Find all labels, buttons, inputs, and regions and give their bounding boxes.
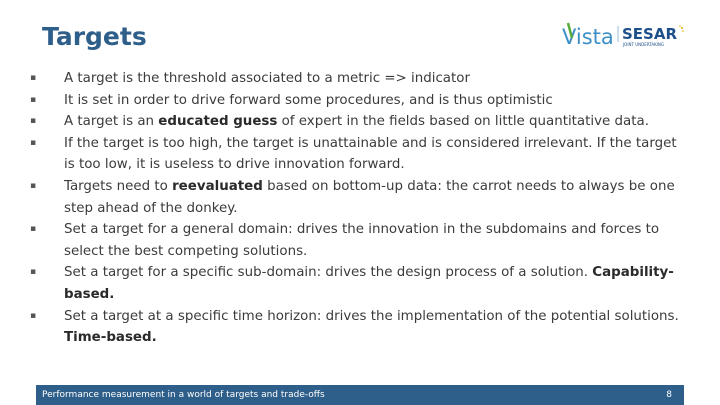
bullet-item bbox=[28, 68, 688, 90]
bullet-emphasis: Time-based. bbox=[64, 330, 157, 346]
bullet-marker-icon: ▪ bbox=[29, 224, 37, 235]
bullet-item bbox=[28, 133, 688, 176]
bullet-item bbox=[28, 176, 688, 219]
vista-sesar-logo-icon bbox=[562, 20, 686, 52]
bullet-text: It is set in order to drive forward some procedures, and is thus optimistic bbox=[64, 92, 553, 108]
bullet-emphasis: Capability-based. bbox=[64, 265, 674, 302]
bullet-item bbox=[28, 90, 688, 112]
bullet-marker-icon: ▪ bbox=[29, 137, 37, 148]
sesar-logo-text: SESAR bbox=[622, 25, 678, 43]
bullet-item bbox=[28, 306, 688, 349]
vista-logo-text: Vista bbox=[562, 25, 614, 49]
bullet-text-tail: of expert in the fields based on little quantitative data. bbox=[277, 114, 649, 130]
bullet-item bbox=[28, 111, 688, 133]
page-number: 8 bbox=[666, 390, 672, 400]
bullet-marker-icon: ▪ bbox=[29, 73, 37, 83]
bullet-item bbox=[28, 219, 688, 262]
bullet-marker-icon: ▪ bbox=[29, 180, 37, 191]
bullet-text: A target is the threshold associated to a metric => indicator bbox=[64, 71, 470, 86]
bullet-emphasis: reevaluated bbox=[172, 178, 263, 194]
bullet-marker-icon: ▪ bbox=[29, 267, 37, 278]
bullet-list bbox=[28, 68, 688, 349]
bullet-item bbox=[28, 262, 688, 305]
bullet-text: If the target is too high, the target is unattainable and is considered irrelevant. If the target is too low, it is useless to drive innovation forward. bbox=[64, 135, 677, 173]
bullet-marker-icon: ▪ bbox=[29, 310, 37, 321]
bullet-text: Set a target at a specific time horizon: drives the implementation of the potential solutions. bbox=[64, 308, 679, 324]
sesar-logo-subtext: JOINT UNDERTAKING bbox=[623, 42, 664, 47]
bullet-marker-icon: ▪ bbox=[29, 116, 37, 127]
bullet-text: A target is an bbox=[64, 114, 159, 130]
bullet-emphasis: educated guess bbox=[158, 114, 278, 130]
bullet-text: Targets need to bbox=[64, 178, 173, 194]
bullet-text-tail: based on bottom-up data: the carrot needs to always be one step ahead of the donkey. bbox=[64, 178, 675, 216]
footer-text: Performance measurement in a world of targets and trade-offs bbox=[42, 390, 325, 400]
bullet-text: Set a target for a general domain: drives the innovation in the subdomains and forces to select the best competing solutions. bbox=[64, 222, 660, 259]
page-title: Targets bbox=[42, 22, 147, 51]
bullet-marker-icon: ▪ bbox=[29, 94, 37, 105]
bullet-text: Set a target for a specific sub-domain: drives the design process of a solution. bbox=[64, 265, 593, 281]
footer-bar bbox=[36, 385, 684, 405]
